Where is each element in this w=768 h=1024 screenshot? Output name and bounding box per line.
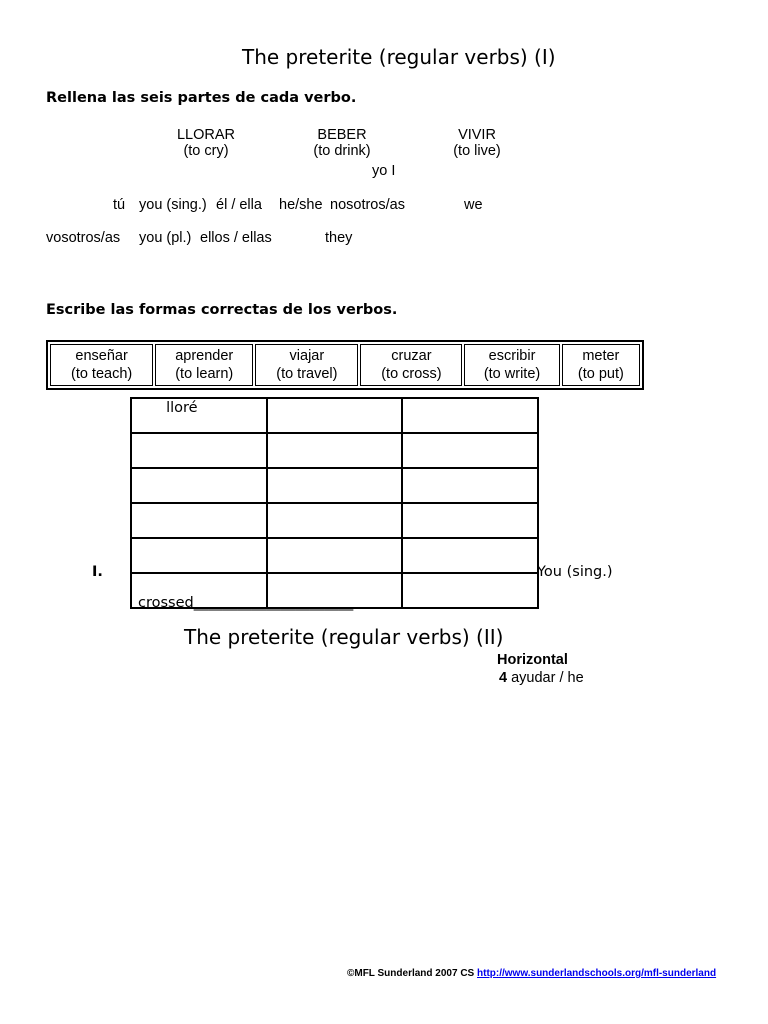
answer-cell[interactable] [267, 538, 403, 573]
pronoun-vosotros-english: you (pl.) [139, 230, 192, 246]
crossword-clue [499, 670, 584, 686]
answer-cell[interactable] [402, 433, 538, 468]
answer-cell[interactable] [267, 468, 403, 503]
verb-cell-meter [562, 344, 640, 386]
answer-cell[interactable] [267, 433, 403, 468]
verb-meaning: (to live) [453, 143, 501, 159]
answer-cell[interactable] [131, 538, 267, 573]
verb-name: BEBER [317, 127, 367, 143]
verb-name: viajar [289, 348, 325, 364]
table-row [131, 468, 538, 503]
crossword-horizontal-heading: Horizontal [497, 652, 568, 668]
answer-cell[interactable] [267, 503, 403, 538]
verb-cell-viajar [255, 344, 358, 386]
answer-cell[interactable] [131, 468, 267, 503]
answer-cell[interactable] [131, 433, 267, 468]
answer-cell[interactable] [402, 468, 538, 503]
verb-meaning: (to travel) [276, 366, 338, 382]
answer-cell[interactable] [267, 398, 403, 433]
instruction-fill-in: Rellena las seis partes de cada verbo. [46, 90, 357, 106]
pronoun-tu: tú [113, 197, 126, 213]
table-row [131, 433, 538, 468]
pronoun-nosotros-english: we [464, 197, 483, 213]
answer-cell[interactable] [402, 573, 538, 608]
verb-cell-ensenar [50, 344, 153, 386]
page-title: The preterite (regular verbs) (I) [242, 45, 556, 69]
verb-cell-cruzar [360, 344, 462, 386]
verb-meaning: (to teach) [70, 366, 133, 382]
answer-cell[interactable] [402, 398, 538, 433]
footer-link[interactable]: http://www.sunderlandschools.org/mfl-sunderland [477, 968, 717, 979]
verb-name: meter [582, 348, 620, 364]
pronoun-ellos: ellos / ellas [200, 230, 272, 246]
footer-credit-text: ©MFL Sunderland 2007 CS [347, 968, 477, 979]
section-title-2: The preterite (regular verbs) (II) [184, 625, 504, 649]
verb-cell-aprender [155, 344, 253, 386]
pronoun-el-english: he/she [279, 197, 323, 213]
you-sing-label: You (sing.) [537, 564, 613, 580]
pronoun-vosotros: vosotros/as [46, 230, 121, 246]
verb-name: aprender [175, 348, 234, 364]
item-marker: I. [92, 564, 103, 580]
verb-meaning: (to learn) [175, 366, 234, 382]
verb-meaning: (to cry) [183, 143, 229, 159]
verb-name: LLORAR [176, 127, 236, 143]
table-row [131, 538, 538, 573]
verb-meaning: (to put) [577, 366, 624, 382]
footer-credit [347, 968, 716, 979]
answer-cell[interactable] [402, 503, 538, 538]
answer-cell[interactable] [402, 538, 538, 573]
verb-name: enseñar [75, 348, 128, 364]
verb-name: escribir [488, 348, 536, 364]
verb-name: cruzar [391, 348, 432, 364]
pronoun-el: él / ella [216, 197, 262, 213]
verb-header-beber [296, 127, 388, 159]
clue-text: ayudar / he [507, 670, 584, 686]
crossed-line: crossed______________________ [138, 595, 354, 611]
answer-grid [130, 397, 539, 609]
answer-cell[interactable] [131, 503, 267, 538]
verb-meaning: (to write) [483, 366, 541, 382]
verb-header-llorar [160, 127, 252, 159]
pronoun-yo: yo I [372, 163, 396, 179]
table-row [131, 398, 538, 433]
table-row [131, 503, 538, 538]
answer-cell[interactable] [131, 398, 267, 433]
pronoun-nosotros: nosotros/as [330, 197, 405, 213]
verb-meaning: (to cross) [381, 366, 442, 382]
verb-cell-escribir [464, 344, 559, 386]
verb-header-vivir [436, 127, 518, 159]
verb-table [46, 340, 644, 390]
pronoun-ellos-english: they [325, 230, 353, 246]
answer-text: lloré [166, 400, 198, 416]
verb-meaning: (to drink) [313, 143, 371, 159]
clue-number: 4 [499, 670, 508, 686]
instruction-write-forms: Escribe las formas correctas de los verbos. [46, 302, 398, 318]
verb-name: VIVIR [458, 127, 496, 143]
pronoun-tu-english: you (sing.) [139, 197, 207, 213]
